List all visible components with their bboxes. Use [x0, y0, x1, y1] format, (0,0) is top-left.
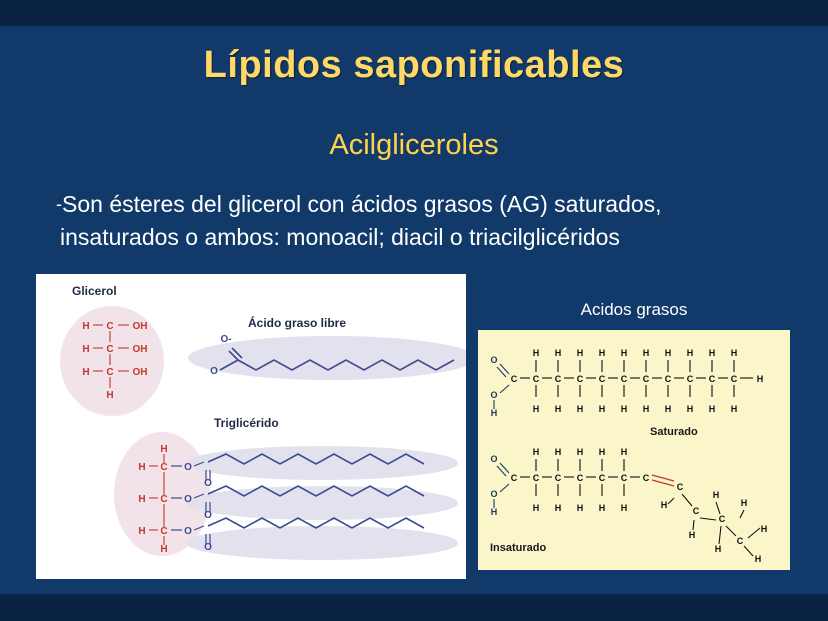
bottom-band [0, 594, 828, 621]
svg-text:O: O [490, 489, 498, 499]
svg-text:C: C [664, 374, 672, 384]
svg-text:H: H [708, 348, 716, 358]
svg-text:O-: O- [220, 334, 232, 345]
body-paragraph [56, 188, 786, 254]
svg-text:H: H [138, 462, 146, 473]
svg-text:H: H [620, 348, 628, 358]
svg-text:O: O [204, 478, 212, 489]
svg-text:H: H [714, 544, 722, 554]
svg-text:C: C [106, 321, 114, 332]
svg-text:H: H [620, 447, 628, 457]
glycerol-triglyceride-figure [36, 274, 466, 579]
fatty-acid-structure-drawing [478, 330, 790, 570]
svg-text:O: O [210, 366, 218, 377]
svg-text:H: H [686, 404, 694, 414]
svg-text:H: H [598, 348, 606, 358]
svg-text:H: H [760, 524, 768, 534]
label-trigliceride: Triglicérido [214, 416, 279, 430]
svg-text:C: C [598, 473, 606, 483]
svg-text:H: H [554, 503, 562, 513]
svg-text:H: H [598, 503, 606, 513]
svg-text:C: C [598, 374, 606, 384]
svg-text:H: H [138, 494, 146, 505]
svg-text:H: H [754, 554, 762, 564]
svg-text:H: H [740, 498, 748, 508]
svg-text:O: O [490, 390, 498, 400]
body-line-2: insaturados o ambos: monoacil; diacil o triacilglicéridos [60, 224, 620, 250]
bullet-dash: - [56, 194, 62, 214]
svg-text:H: H [532, 503, 540, 513]
svg-text:H: H [138, 526, 146, 537]
svg-text:C: C [510, 374, 518, 384]
svg-text:C: C [106, 367, 114, 378]
svg-text:H: H [664, 404, 672, 414]
top-band [0, 0, 828, 26]
svg-text:C: C [692, 506, 700, 516]
svg-text:C: C [576, 473, 584, 483]
svg-text:H: H [620, 503, 628, 513]
svg-text:H: H [532, 447, 540, 457]
page-title: Lípidos saponificables [203, 44, 625, 86]
label-insaturado: Insaturado [490, 542, 547, 554]
left-structure-drawing [36, 274, 466, 579]
svg-text:H: H [490, 507, 498, 517]
svg-text:C: C [576, 374, 584, 384]
svg-text:C: C [554, 374, 562, 384]
svg-text:O: O [490, 355, 498, 365]
svg-text:C: C [708, 374, 716, 384]
svg-text:H: H [712, 490, 720, 500]
svg-text:H: H [532, 404, 540, 414]
svg-text:H: H [686, 348, 694, 358]
label-glicerol: Glicerol [72, 284, 117, 298]
svg-text:C: C [620, 374, 628, 384]
svg-text:H: H [106, 390, 114, 401]
label-saturado: Saturado [650, 426, 698, 438]
svg-text:C: C [532, 374, 540, 384]
svg-text:H: H [532, 348, 540, 358]
svg-text:C: C [160, 526, 168, 537]
svg-text:O: O [184, 494, 192, 505]
svg-text:C: C [642, 473, 650, 483]
svg-text:H: H [554, 447, 562, 457]
svg-text:C: C [510, 473, 518, 483]
svg-text:H: H [642, 404, 650, 414]
svg-text:C: C [730, 374, 738, 384]
svg-text:H: H [576, 447, 584, 457]
svg-text:H: H [598, 447, 606, 457]
svg-text:C: C [642, 374, 650, 384]
svg-text:C: C [676, 482, 684, 492]
svg-text:H: H [576, 503, 584, 513]
svg-text:C: C [160, 462, 168, 473]
svg-text:C: C [532, 473, 540, 483]
svg-text:H: H [160, 444, 168, 455]
section-subtitle: Acilgliceroles [329, 129, 499, 161]
svg-text:H: H [730, 348, 738, 358]
svg-text:C: C [620, 473, 628, 483]
svg-text:H: H [598, 404, 606, 414]
svg-text:OH: OH [132, 344, 148, 355]
svg-text:OH: OH [132, 367, 148, 378]
svg-text:H: H [660, 500, 668, 510]
svg-text:H: H [664, 348, 672, 358]
svg-text:H: H [576, 404, 584, 414]
svg-text:H: H [160, 544, 168, 555]
svg-text:H: H [82, 367, 90, 378]
svg-text:H: H [708, 404, 716, 414]
svg-text:H: H [620, 404, 628, 414]
svg-text:C: C [554, 473, 562, 483]
svg-text:O: O [204, 542, 212, 553]
svg-text:O: O [490, 454, 498, 464]
svg-text:H: H [490, 408, 498, 418]
svg-text:H: H [688, 530, 696, 540]
svg-text:H: H [82, 344, 90, 355]
svg-text:H: H [554, 404, 562, 414]
svg-text:H: H [730, 404, 738, 414]
svg-text:C: C [160, 494, 168, 505]
fatty-acids-figure [478, 330, 790, 570]
svg-text:O: O [184, 462, 192, 473]
svg-text:O: O [184, 526, 192, 537]
svg-text:C: C [106, 344, 114, 355]
svg-text:C: C [718, 514, 726, 524]
fatty-acids-caption: Acidos grasos [580, 300, 688, 319]
svg-text:C: C [736, 536, 744, 546]
svg-text:H: H [554, 348, 562, 358]
label-acido-graso-libre: Ácido graso libre [248, 316, 347, 330]
svg-text:H: H [576, 348, 584, 358]
svg-text:O: O [204, 510, 212, 521]
svg-text:C: C [686, 374, 694, 384]
body-line-1: Son ésteres del glicerol con ácidos grasos (AG) saturados, [62, 191, 662, 217]
svg-text:H: H [756, 374, 764, 384]
svg-text:H: H [82, 321, 90, 332]
svg-text:H: H [642, 348, 650, 358]
svg-text:OH: OH [132, 321, 148, 332]
